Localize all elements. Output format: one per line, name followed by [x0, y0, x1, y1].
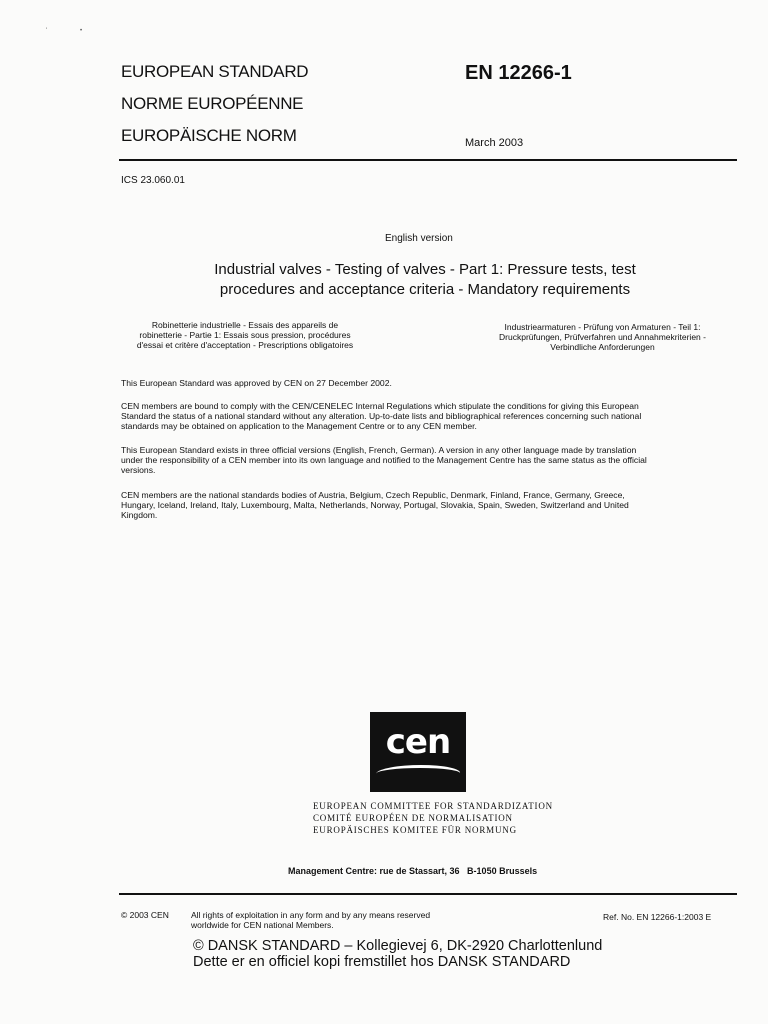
title-de-line: Druckprüfungen, Prüfverfahren und Annahmekriterien -	[499, 332, 706, 342]
footer-rule	[119, 893, 737, 895]
approval-statement: This European Standard was approved by CEN on 27 December 2002.	[121, 378, 392, 388]
standard-name-en: EUROPEAN STANDARD	[121, 62, 309, 81]
publication-date: March 2003	[465, 137, 524, 149]
title-de-line: Industriearmaturen - Prüfung von Armaturen - Teil 1:	[504, 322, 701, 332]
reference-number: Ref. No. EN 12266-1:2003 E	[603, 912, 712, 922]
para-line: standards may be obtained on application to the Management Centre or to any CEN member.	[121, 421, 477, 431]
para-line: CEN members are the national standards bodies of Austria, Belgium, Czech Republic, Denmark, Finland, France, Germany, Greece,	[121, 490, 625, 500]
header-rule	[119, 159, 737, 161]
committee-name-de: EUROPÄISCHES KOMITEE FÜR NORMUNG	[313, 825, 517, 835]
scan-speck: •	[80, 28, 83, 34]
dansk-line-2: Dette er en officiel kopi fremstillet hos DANSK STANDARD	[193, 954, 571, 970]
rights-statement	[191, 910, 430, 930]
paragraph-compliance	[121, 401, 736, 431]
ics-code: ICS 23.060.01	[121, 175, 185, 186]
committee-name-en: EUROPEAN COMMITTEE FOR STANDARDIZATION	[313, 801, 553, 811]
document-title	[120, 260, 730, 300]
title-de-line: Verbindliche Anforderungen	[550, 342, 655, 352]
copyright: © 2003 CEN	[121, 910, 169, 920]
title-french	[110, 320, 380, 350]
dansk-line-1: © DANSK STANDARD – Kollegievej 6, DK-2920 Charlottenlund	[193, 938, 603, 954]
title-line-1: Industrial valves - Testing of valves - Part 1: Pressure tests, test	[214, 261, 636, 278]
cen-logo	[370, 712, 466, 792]
standard-code: EN 12266-1	[465, 62, 572, 84]
title-fr-line: d'essai et critère d'acceptation - Prescriptions obligatoires	[136, 340, 354, 350]
rights-line: All rights of exploitation in any form and by any means reserved	[191, 910, 431, 920]
paragraph-versions	[121, 445, 736, 475]
cen-logo-swoosh	[373, 765, 463, 782]
cen-logo-text: cen	[385, 722, 451, 762]
committee-name-fr: COMITÉ EUROPÉEN DE NORMALISATION	[313, 813, 513, 823]
title-line-2: procedures and acceptance criteria - Mandatory requirements	[219, 281, 631, 298]
rights-line: worldwide for CEN national Members.	[191, 920, 334, 930]
para-line: CEN members are bound to comply with the CEN/CENELEC Internal Regulations which stipulate the conditions for giving this European	[121, 401, 639, 411]
standard-name-de: EUROPÄISCHE NORM	[121, 126, 297, 145]
para-line: This European Standard exists in three official versions (English, French, German). A version in any other language made by translation	[121, 445, 637, 455]
scan-speck: '	[46, 28, 48, 34]
title-fr-line: robinetterie - Partie 1: Essais sous pression, procédures	[139, 330, 351, 340]
para-line: Kingdom.	[121, 510, 158, 520]
para-line: Standard the status of a national standard without any alteration. Up-to-date lists and bibliographical references concerning such national	[121, 411, 642, 421]
title-fr-line: Robinetterie industrielle - Essais des appareils de	[151, 320, 339, 330]
dansk-standard-notice	[193, 938, 602, 970]
para-line: under the responsibility of a CEN member into its own language and notified to the Management Centre has the same status as the official	[121, 455, 647, 465]
title-german	[465, 322, 740, 352]
standard-name-fr: NORME EUROPÉENNE	[121, 94, 304, 113]
para-line: versions.	[121, 465, 156, 475]
management-centre: Management Centre: rue de Stassart, 36 B-1050 Brussels	[288, 866, 538, 876]
paragraph-members	[121, 490, 736, 520]
committee-names	[313, 800, 553, 836]
language-version: English version	[385, 233, 453, 244]
para-line: Hungary, Iceland, Ireland, Italy, Luxembourg, Malta, Netherlands, Norway, Portugal, Slovakia, Spain, Sweden, Switzerland and United	[121, 500, 629, 510]
